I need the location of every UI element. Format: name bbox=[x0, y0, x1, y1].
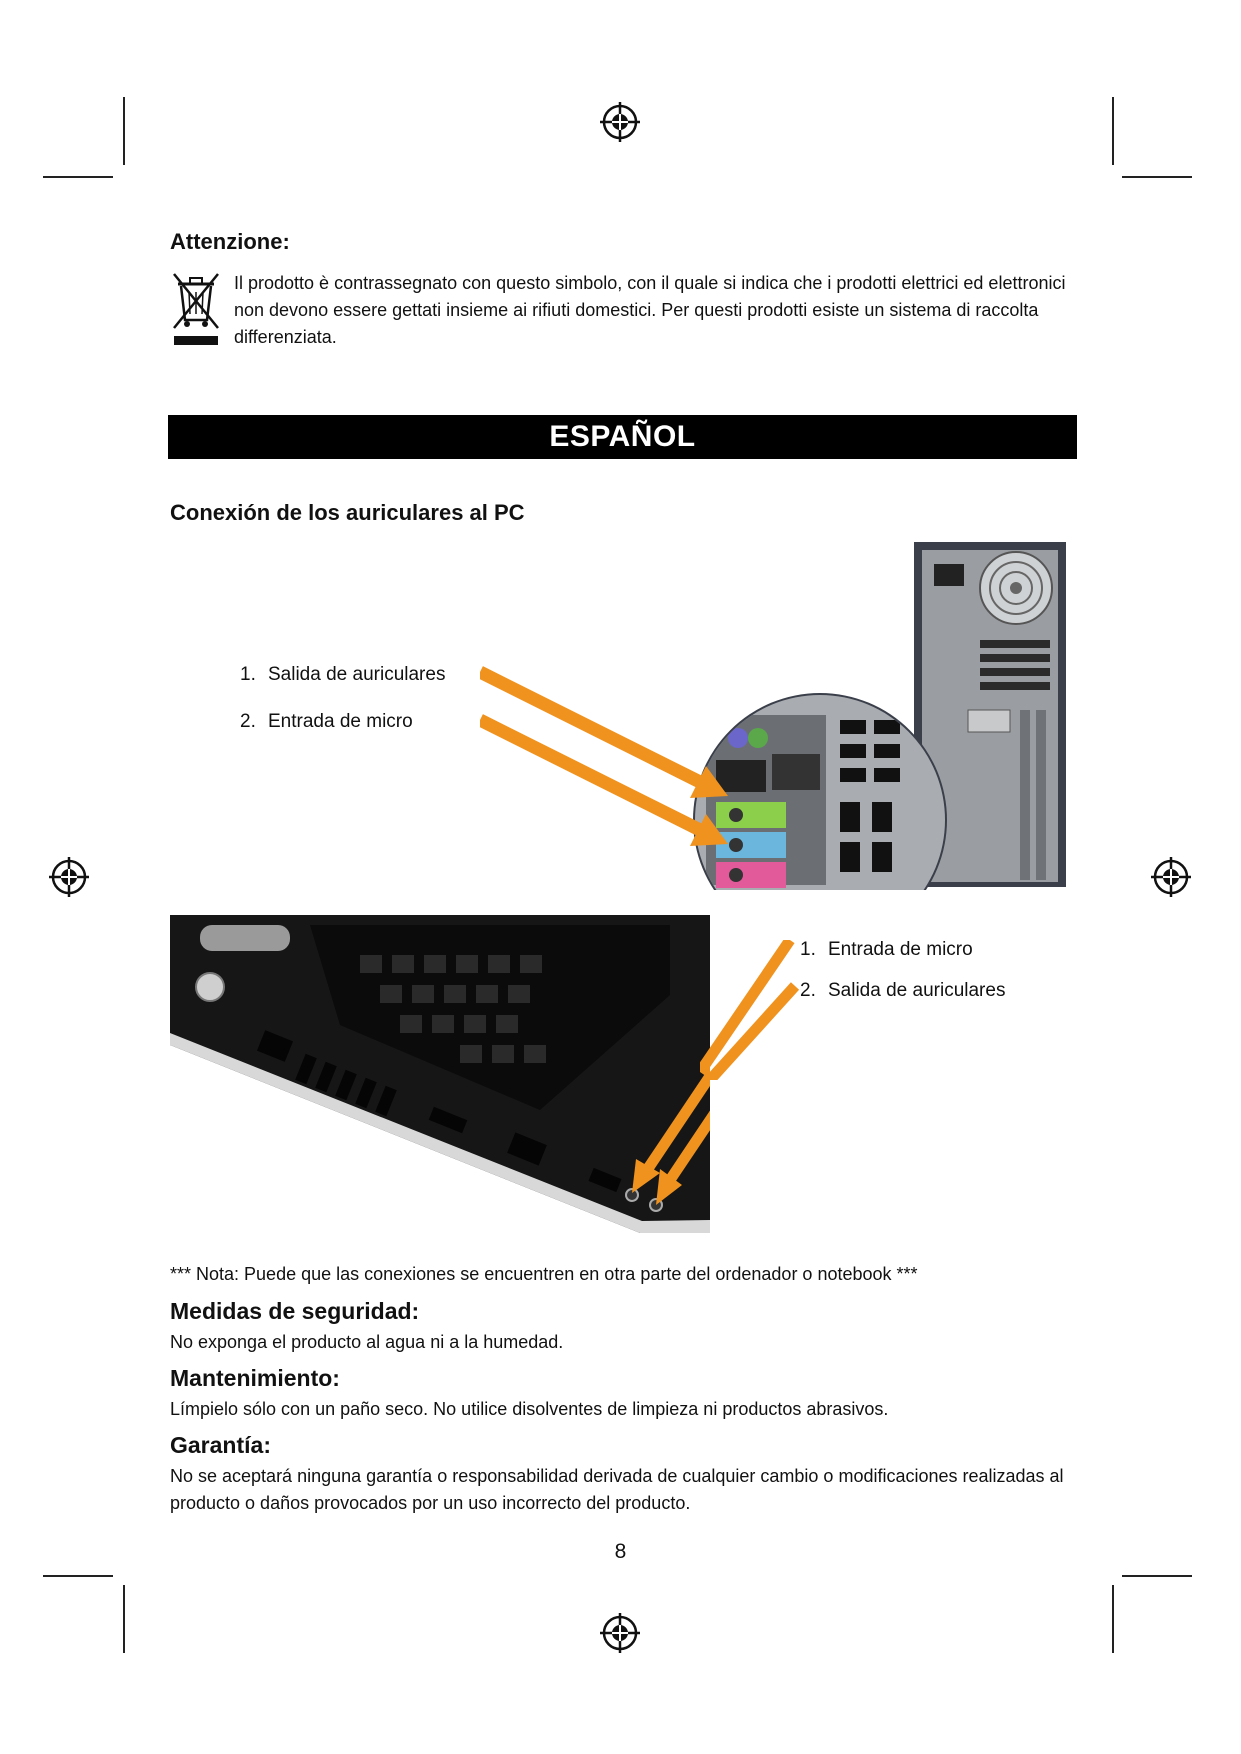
registration-mark-icon bbox=[597, 1610, 643, 1656]
label-text: Entrada de micro bbox=[268, 711, 413, 732]
crop-mark bbox=[1122, 1575, 1192, 1577]
safety-text: No exponga el producto al agua ni a la humedad. bbox=[170, 1332, 564, 1352]
label-number: 2. bbox=[800, 980, 816, 1001]
laptop-label-mic-in bbox=[800, 939, 973, 961]
attention-heading: Attenzione: bbox=[170, 229, 290, 254]
language-header-bar: ESPAÑOL bbox=[168, 415, 1077, 459]
attention-text: Il prodotto è contrassegnato con questo simbolo, con il quale si indica che i prodotti elettrici ed elettronici non devono essere gettati insieme ai rifiuti domestici. Per questi prodotti esiste un sistema di raccolta differenziata. bbox=[234, 273, 1066, 347]
crop-mark bbox=[123, 1585, 125, 1653]
crop-mark bbox=[1112, 1585, 1114, 1653]
registration-mark-icon bbox=[597, 99, 643, 145]
pc-label-headphone-out bbox=[240, 664, 445, 686]
weee-crossed-bin-icon bbox=[170, 270, 222, 350]
maintenance-heading: Mantenimiento: bbox=[170, 1365, 340, 1391]
pc-rear-panel-figure bbox=[480, 540, 1110, 890]
maintenance-text: Límpielo sólo con un paño seco. No utilice disolventes de limpieza ni productos abrasivos. bbox=[170, 1399, 889, 1419]
label-text: Entrada de micro bbox=[828, 939, 973, 960]
label-text: Salida de auriculares bbox=[828, 980, 1006, 1001]
registration-mark-icon bbox=[46, 854, 92, 900]
crop-mark bbox=[1122, 176, 1192, 178]
laptop-arrow-continuation bbox=[700, 940, 800, 1080]
connection-note: *** Nota: Puede que las conexiones se encuentren en otra parte del ordenador o notebook *** bbox=[170, 1264, 918, 1284]
warranty-heading: Garantía: bbox=[170, 1432, 271, 1458]
page-number: 8 bbox=[614, 1540, 627, 1563]
warranty-text: No se aceptará ninguna garantía o responsabilidad derivada de cualquier cambio o modificaciones realizadas al producto o daños provocados por un uso incorrecto del producto. bbox=[170, 1466, 1064, 1513]
safety-heading: Medidas de seguridad: bbox=[170, 1298, 420, 1324]
laptop-label-headphone-out bbox=[800, 980, 1005, 1002]
pc-label-mic-in bbox=[240, 711, 413, 733]
crop-mark bbox=[43, 176, 113, 178]
label-number: 1. bbox=[240, 664, 256, 685]
label-text: Salida de auriculares bbox=[268, 664, 446, 685]
crop-mark bbox=[43, 1575, 113, 1577]
label-number: 2. bbox=[240, 711, 256, 732]
connection-heading: Conexión de los auriculares al PC bbox=[170, 500, 525, 525]
crop-mark bbox=[1112, 97, 1114, 165]
label-number: 1. bbox=[800, 939, 816, 960]
laptop-side-figure bbox=[170, 915, 710, 1240]
registration-mark-icon bbox=[1148, 854, 1194, 900]
crop-mark bbox=[123, 97, 125, 165]
